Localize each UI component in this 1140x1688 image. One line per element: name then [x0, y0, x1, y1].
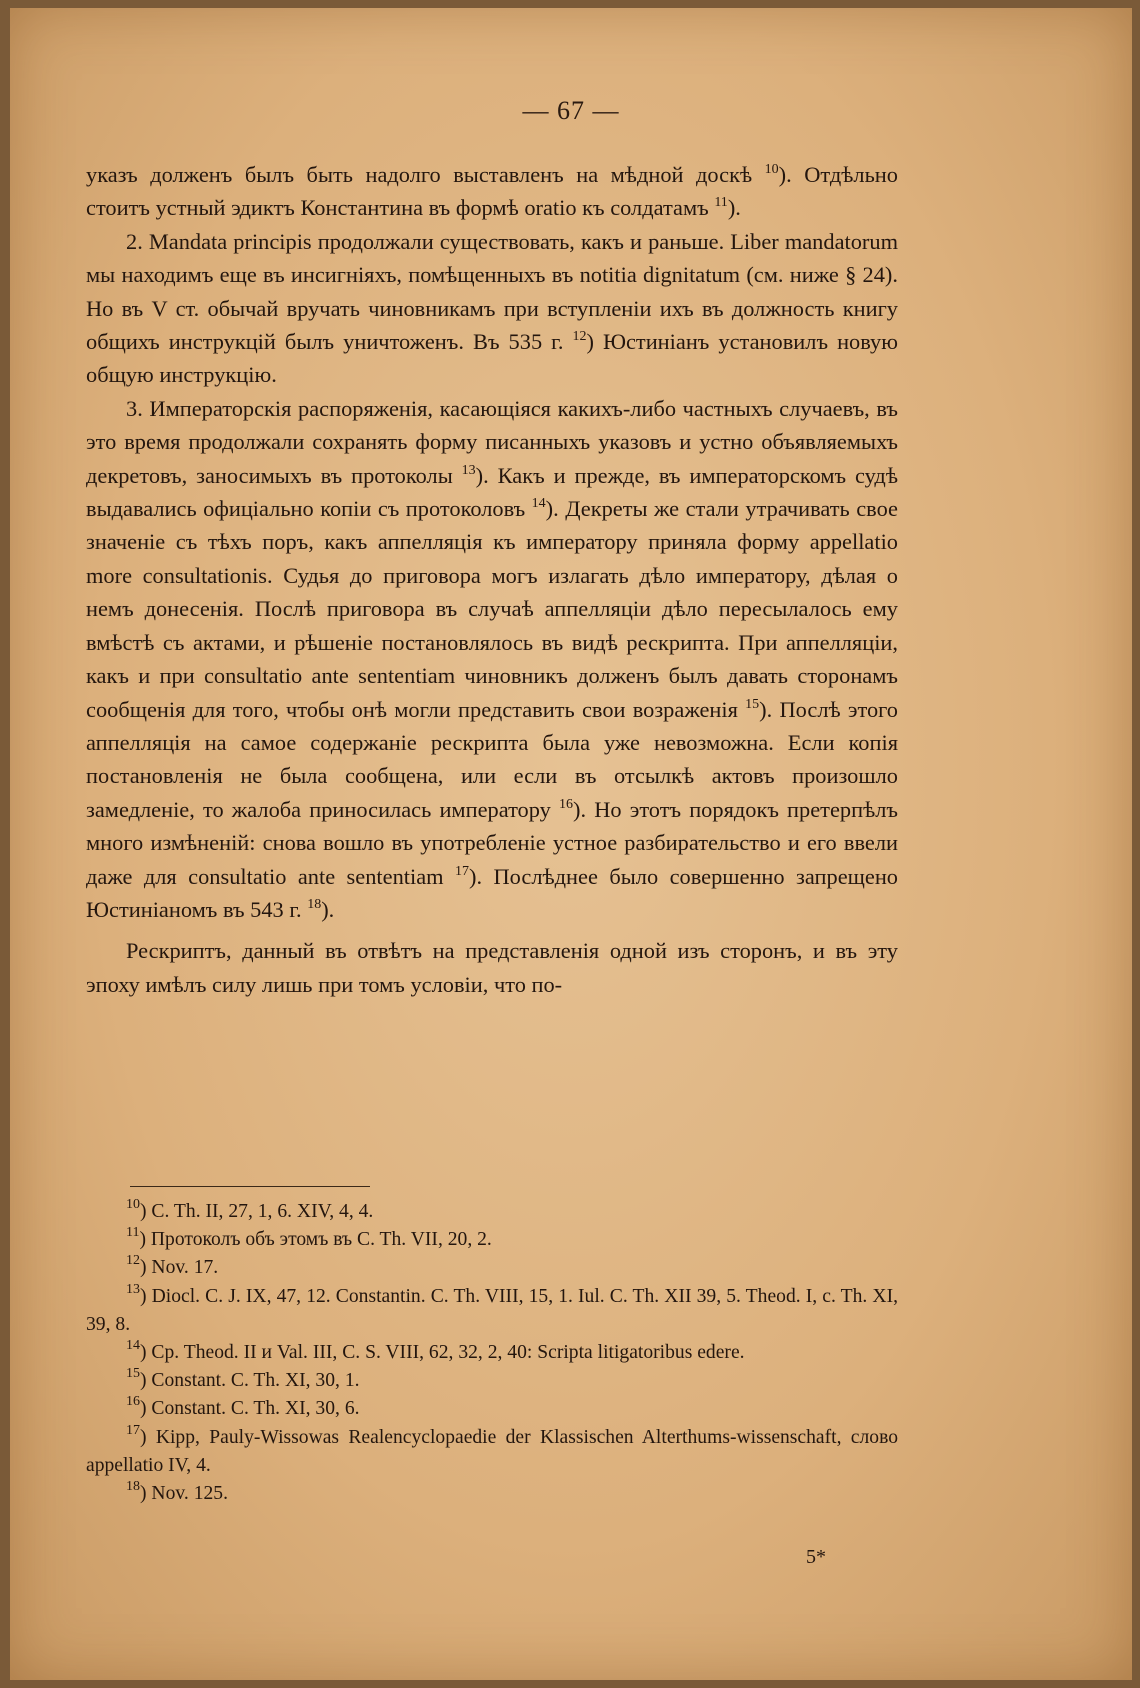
text-run: указъ долженъ былъ быть надолго выставленъ на мѣдной доскѣ	[86, 162, 765, 187]
text-run: ). Послѣ этого аппелляція на самое содержаніе рескрипта была уже невозможна. Если копія постановленія не была сообщена, или если въ отсылкѣ актовъ произошло замедленіе, то жалоба приносилась императору	[86, 696, 898, 822]
text-run: ). Какъ и прежде, въ императорскомъ судѣ выдавались офиціально копіи съ протоколовъ	[86, 462, 898, 522]
footnote-number: 18	[126, 1479, 140, 1495]
footnote-text: ) Nov. 125.	[140, 1483, 228, 1505]
text-run: ).	[573, 796, 587, 822]
footnote-text: ) Протоколъ объ этомъ въ C. Th. VII, 20, 2.	[139, 1229, 492, 1251]
footnote-divider	[130, 1186, 370, 1187]
footnote-ref[interactable]: 18	[307, 896, 322, 912]
footnote-number: 11	[126, 1225, 140, 1241]
text-run: ).	[727, 195, 741, 221]
footnote-ref[interactable]: 17	[454, 863, 469, 879]
footnote-ref[interactable]: 12	[572, 329, 587, 345]
footnotes	[86, 1198, 898, 1508]
footnote-ref[interactable]: 11	[714, 195, 728, 211]
footnote-ref[interactable]: 16	[559, 796, 573, 812]
text-run: Рескриптъ, данный въ отвѣтъ на представленія одной изъ сторонъ, и въ эту эпоху имѣлъ силу лишь при томъ условіи, что по-	[86, 938, 898, 997]
text-run: Декреты же стали утрачивать свое значеніе съ тѣхъ поръ, какъ аппелляція къ императору приняла форму appellatio more consultationis. Судья до приговора могъ излагать дѣло императору, дѣлая о немъ донесенія. Послѣ приговора въ случаѣ аппелляціи дѣло пересылалось ему вмѣстѣ съ актами, и рѣшеніе постановлялось въ видѣ рескрипта. При аппелляціи, какъ и при consultatio ante sententiam чиновникъ долженъ былъ давать сторонамъ сообщенія для того, чтобы онѣ могли представить свои возраженія	[86, 496, 898, 722]
footnote-ref[interactable]: 10	[764, 162, 779, 177]
footnote-text: ) Cp. Theod. II и Val. III, C. S. VIII, 62, 32, 2, 40: Scripta litigatoribus edere.	[140, 1342, 745, 1364]
footnote-ref[interactable]: 14	[531, 496, 546, 512]
footnote-text: ) Kipp, Pauly-Wissowas Realencyclopaedie der Klassischen Alterthums-wissenschaft, слово appellatio IV, 4.	[86, 1426, 898, 1476]
footnote-text: ) Constant. C. Th. XI, 30, 6.	[140, 1398, 360, 1420]
footnote	[86, 1480, 898, 1508]
footnote	[86, 1367, 898, 1395]
text-run: ).	[321, 896, 335, 922]
footnote	[86, 1254, 898, 1282]
page-number: — 67 —	[522, 96, 620, 125]
footnote-text: ) Constant. C. Th. XI, 30, 1.	[140, 1370, 360, 1392]
footnote-number: 15	[126, 1366, 140, 1382]
paragraph	[86, 225, 898, 392]
footnote	[86, 1424, 898, 1480]
text-run: ) Юстиніанъ установилъ новую общую инструкцію.	[86, 329, 898, 388]
footnote-text: ) C. Th. II, 27, 1, 6. XIV, 4, 4.	[140, 1201, 374, 1222]
footnote-number: 16	[126, 1394, 140, 1410]
footnote	[86, 1283, 898, 1339]
text-run: 2. Mandata principis продолжали существовать, какъ и раньше. Liber mandatorum мы находимъ еще въ инсигніяхъ, помѣщенныхъ въ notitia dignitatum (см. ниже § 24). Но въ V ст. обычай вручать чиновникамъ при вступленіи ихъ въ должность книгу общихъ инструкцій былъ уничтоженъ. Въ 535 г.	[86, 228, 898, 355]
footnote-number: 13	[126, 1281, 140, 1297]
footnote	[86, 1395, 898, 1423]
footnote-number: 10	[126, 1197, 140, 1212]
footnote-ref[interactable]: 13	[461, 462, 476, 478]
paragraph	[86, 392, 898, 927]
footnote	[86, 1339, 898, 1367]
signature-mark: 5*	[806, 1546, 826, 1568]
text-run: 3. Императорскія распоряженія, касающіяся какихъ-либо частныхъ случаевъ, въ это время продолжали сохранять форму писанныхъ указовъ и устно объявляемыхъ декретовъ, заносимыхъ въ протоколы	[86, 395, 898, 488]
footnote-ref[interactable]: 15	[745, 696, 760, 712]
text-run: ).	[545, 496, 559, 522]
footnote-number: 17	[126, 1422, 140, 1438]
book-page	[10, 8, 1132, 1680]
footnote-text: ) Diocl. C. J. IX, 47, 12. Constantin. C. Th. VIII, 15, 1. Iul. C. Th. XII 39, 5. Theod. I, c. Th. XI, 39, 8.	[86, 1285, 898, 1335]
footnote	[86, 1198, 898, 1226]
paragraph	[86, 158, 898, 225]
paragraph	[86, 934, 898, 1001]
body-text	[86, 158, 898, 1001]
footnote-number: 12	[126, 1253, 140, 1269]
footnote-text: ) Nov. 17.	[140, 1257, 219, 1279]
footnote-number: 14	[126, 1338, 140, 1354]
footnote	[86, 1226, 898, 1254]
text-run: ). Отдѣльно стоитъ устный эдиктъ Константина въ формѣ oratio къ солдатамъ	[86, 162, 898, 221]
text-run: ). Послѣднее было совершенно запрещено Юстиніаномъ въ 543 г.	[86, 863, 898, 922]
text-run: Но этотъ порядокъ претерпѣлъ много измѣненій: снова вошло въ употребленіе устное разбирательство и его ввели даже для consultatio ante sententiam	[86, 796, 898, 889]
